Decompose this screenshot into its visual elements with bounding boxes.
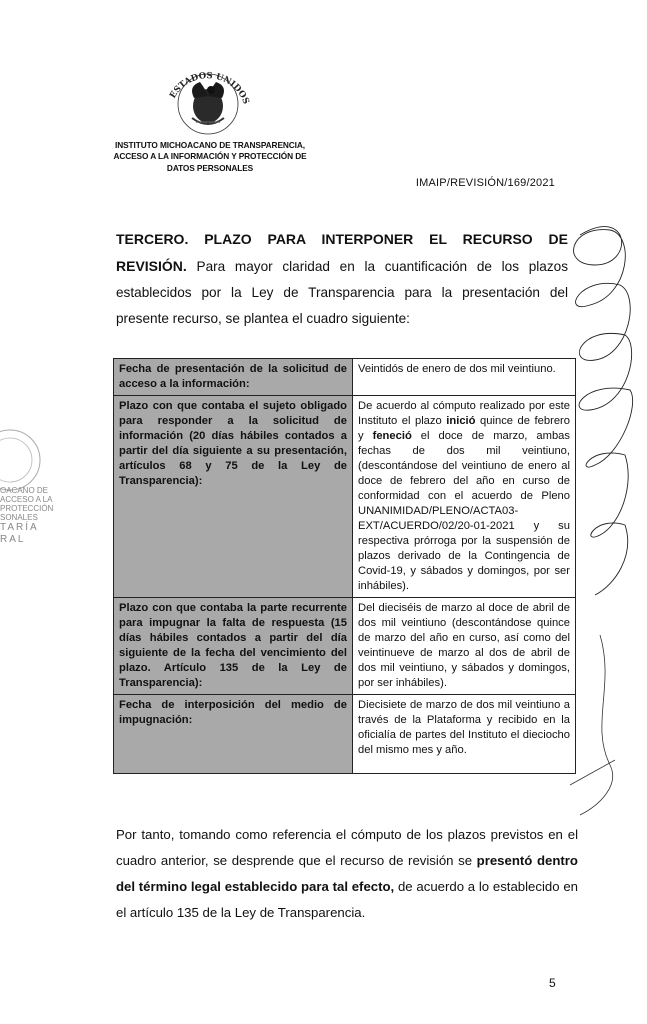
page-number: 5	[549, 976, 556, 990]
row-value-text: Diecisiete de marzo de dos mil veintiuno a través de la Plataforma y recibido en la oficialía de partes del Instituto el dieciocho del mismo mes y año.	[358, 699, 570, 756]
section-intro: Para mayor claridad en la cuantificación de los plazos establecidos por la Ley de Transparencia para la presentación del presente recurso, se plantea el cuadro siguiente:	[116, 259, 568, 326]
institution-line: DATOS PERSONALES	[166, 162, 254, 173]
institution-line: ACCESO A LA INFORMACIÓN Y PROTECCIÓN DE	[113, 151, 307, 162]
margin-stamp-text	[0, 486, 53, 546]
institution-name	[110, 140, 310, 174]
table-row	[114, 359, 576, 396]
row-label: Fecha de interposición del medio de impugnación:	[114, 695, 353, 774]
row-value-text: De acuerdo al cómputo realizado por este Instituto el plazo	[358, 400, 570, 427]
stamp-line: OACANO DE	[0, 486, 49, 495]
row-label: Plazo con que contaba la parte recurrente para impugnar la falta de respuesta (15 días hábiles contados a partir del día siguiente de la fecha del vencimiento del plazo. Artículo 135 de la Ley de Transparencia):	[114, 598, 353, 695]
row-value-bold: inició	[446, 415, 476, 427]
row-value-text: Veintidós de enero de dos mil veintiuno.	[358, 363, 556, 375]
institution-line: INSTITUTO MICHOACANO DE TRANSPARENCIA,	[115, 140, 305, 150]
national-seal	[158, 52, 258, 140]
row-value-text: Del dieciséis de marzo al doce de abril de dos mil veintiuno (descontándose quince de marzo del año en curso, así como del veintinueve de marzo al dos de abril de dos mil veintiuno, y sábados y domingos, por ser inhábiles).	[358, 602, 570, 689]
seal-text: ESTADOS UNIDOS	[168, 71, 251, 106]
table-row	[114, 598, 576, 695]
row-label: Plazo con que contaba el sujeto obligado para responder a la solicitud de información (20 días hábiles contados a partir del día siguiente a su presentación, artículos 68 y 75 de la Ley de Transparencia):	[114, 396, 353, 598]
row-value-text: quince de febrero y	[358, 415, 570, 442]
conclusion-text: de acuerdo a lo establecido en el artículo 135 de la Ley de Transparencia.	[116, 879, 578, 920]
conclusion-bold: presentó dentro del término legal establecido para tal efecto,	[116, 853, 578, 894]
document-reference: IMAIP/REVISIÓN/169/2021	[415, 177, 555, 189]
signature-scribble	[540, 205, 640, 825]
section-heading: TERCERO. PLAZO PARA INTERPONER EL RECURSO DE REVISIÓN.	[116, 231, 568, 274]
row-label: Fecha de presentación de la solicitud de acceso a la información:	[114, 359, 353, 396]
conclusion-paragraph	[116, 822, 578, 926]
table-row	[114, 396, 576, 598]
table-row	[114, 695, 576, 774]
section-paragraph	[116, 226, 568, 332]
stamp-line: PROTECCIÓN	[0, 504, 54, 513]
row-value-text: el doce de marzo, ambas fechas de dos mil veintiuno, (descontándose del veintiuno de enero al doce de febrero del año en curso de conformidad con el acuerdo de Pleno UNANIMIDAD/PLENO/ACTA03-EXT/ACUERDO/02/20-01-2021 y su respectiva prórroga por la suspensión de plazos derivado de la Contingencia de Covid-19, y sábados y domingos, por ser inhábiles).	[358, 430, 570, 592]
stamp-line: ACCESO A LA	[0, 495, 53, 504]
deadlines-table	[113, 358, 576, 774]
stamp-line: SONALES	[0, 513, 38, 522]
stamp-line: RAL	[0, 534, 26, 545]
row-value-bold: feneció	[372, 430, 412, 442]
conclusion-text: Por tanto, tomando como referencia el cómputo de los plazos previstos en el cuadro anterior, se desprende que el recurso de revisión se	[116, 827, 578, 868]
stamp-line: TARÍA	[0, 522, 39, 533]
